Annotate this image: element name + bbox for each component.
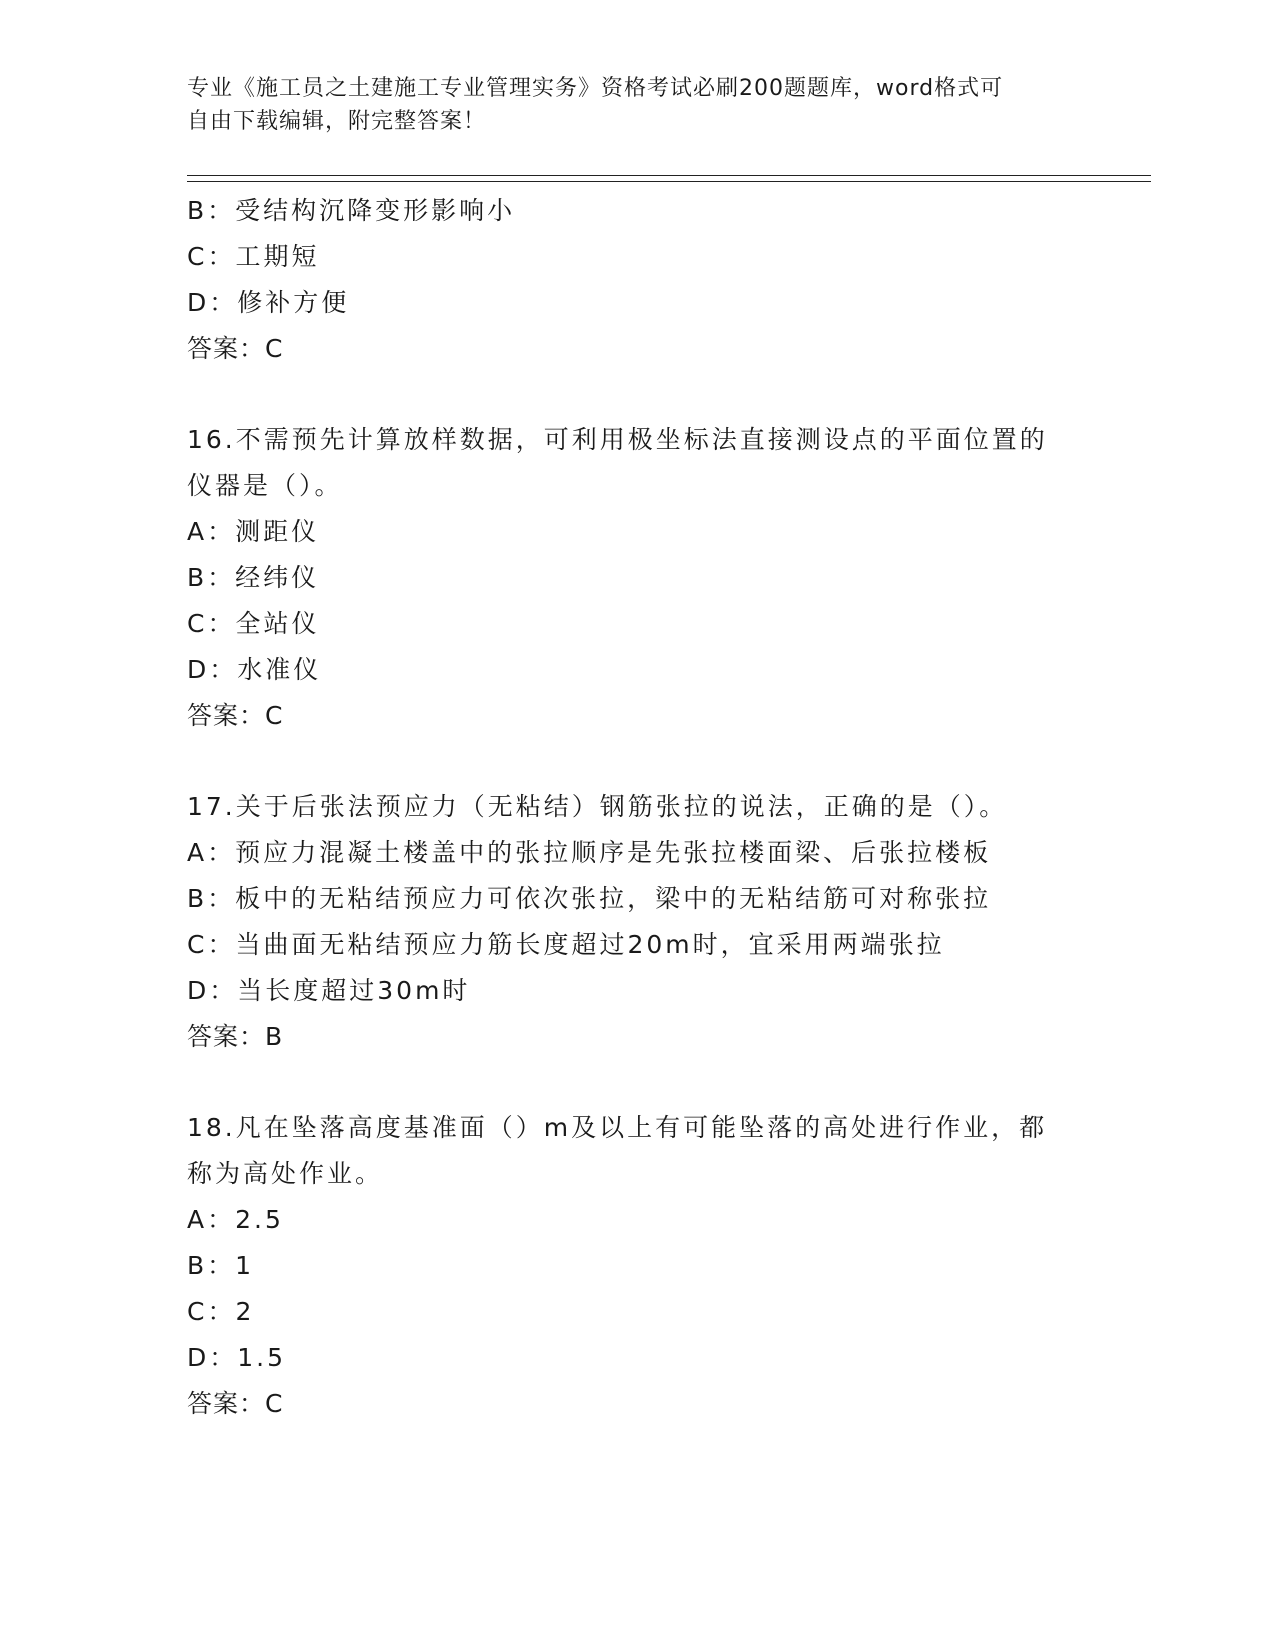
option-c: C：工期短 bbox=[187, 242, 320, 271]
question-stem-line-1: 17.关于后张法预应力（无粘结）钢筋张拉的说法，正确的是（）。 bbox=[187, 792, 1008, 821]
option-d: D：水准仪 bbox=[187, 655, 322, 684]
header-divider-top bbox=[187, 175, 1151, 176]
answer-line: 答案：C bbox=[187, 334, 284, 363]
header-divider-bottom bbox=[187, 181, 1151, 182]
question-16 bbox=[187, 417, 1087, 739]
answer-line: 答案：C bbox=[187, 701, 284, 730]
question-list bbox=[187, 188, 1087, 1427]
option-c: C：全站仪 bbox=[187, 609, 320, 638]
option-b: B：1 bbox=[187, 1251, 255, 1280]
option-b: B：受结构沉降变形影响小 bbox=[187, 196, 516, 225]
question-stem-line-2: 称为高处作业。 bbox=[187, 1159, 384, 1188]
option-b: B：经纬仪 bbox=[187, 563, 320, 592]
question-18 bbox=[187, 1105, 1087, 1427]
answer-line: 答案：B bbox=[187, 1022, 284, 1051]
question-17 bbox=[187, 784, 1087, 1060]
option-d: D：当长度超过30m时 bbox=[187, 976, 471, 1005]
answer-line: 答案：C bbox=[187, 1389, 284, 1418]
option-b: B：板中的无粘结预应力可依次张拉，梁中的无粘结筋可对称张拉 bbox=[187, 884, 992, 913]
spacer bbox=[187, 372, 1087, 417]
header-line-1: 专业《施工员之土建施工专业管理实务》资格考试必刷200题题库，word格式可 bbox=[187, 76, 1004, 101]
document-header bbox=[187, 72, 1067, 138]
option-d: D：1.5 bbox=[187, 1343, 287, 1372]
option-c: C：2 bbox=[187, 1297, 255, 1326]
question-15-continued bbox=[187, 188, 1087, 372]
option-a: A：预应力混凝土楼盖中的张拉顺序是先张拉楼面梁、后张拉楼板 bbox=[187, 838, 992, 867]
question-stem-line-1: 18.凡在坠落高度基准面（）m及以上有可能坠落的高处进行作业，都 bbox=[187, 1113, 1048, 1142]
question-stem-line-2: 仪器是（）。 bbox=[187, 471, 343, 500]
header-line-2: 自由下载编辑，附完整答案！ bbox=[187, 109, 487, 134]
spacer bbox=[187, 739, 1087, 784]
option-d: D：修补方便 bbox=[187, 288, 350, 317]
spacer bbox=[187, 1060, 1087, 1105]
option-a: A：测距仪 bbox=[187, 517, 320, 546]
question-stem-line-1: 16.不需预先计算放样数据，可利用极坐标法直接测设点的平面位置的 bbox=[187, 425, 1048, 454]
option-c: C：当曲面无粘结预应力筋长度超过20m时，宜采用两端张拉 bbox=[187, 930, 945, 959]
option-a: A：2.5 bbox=[187, 1205, 284, 1234]
